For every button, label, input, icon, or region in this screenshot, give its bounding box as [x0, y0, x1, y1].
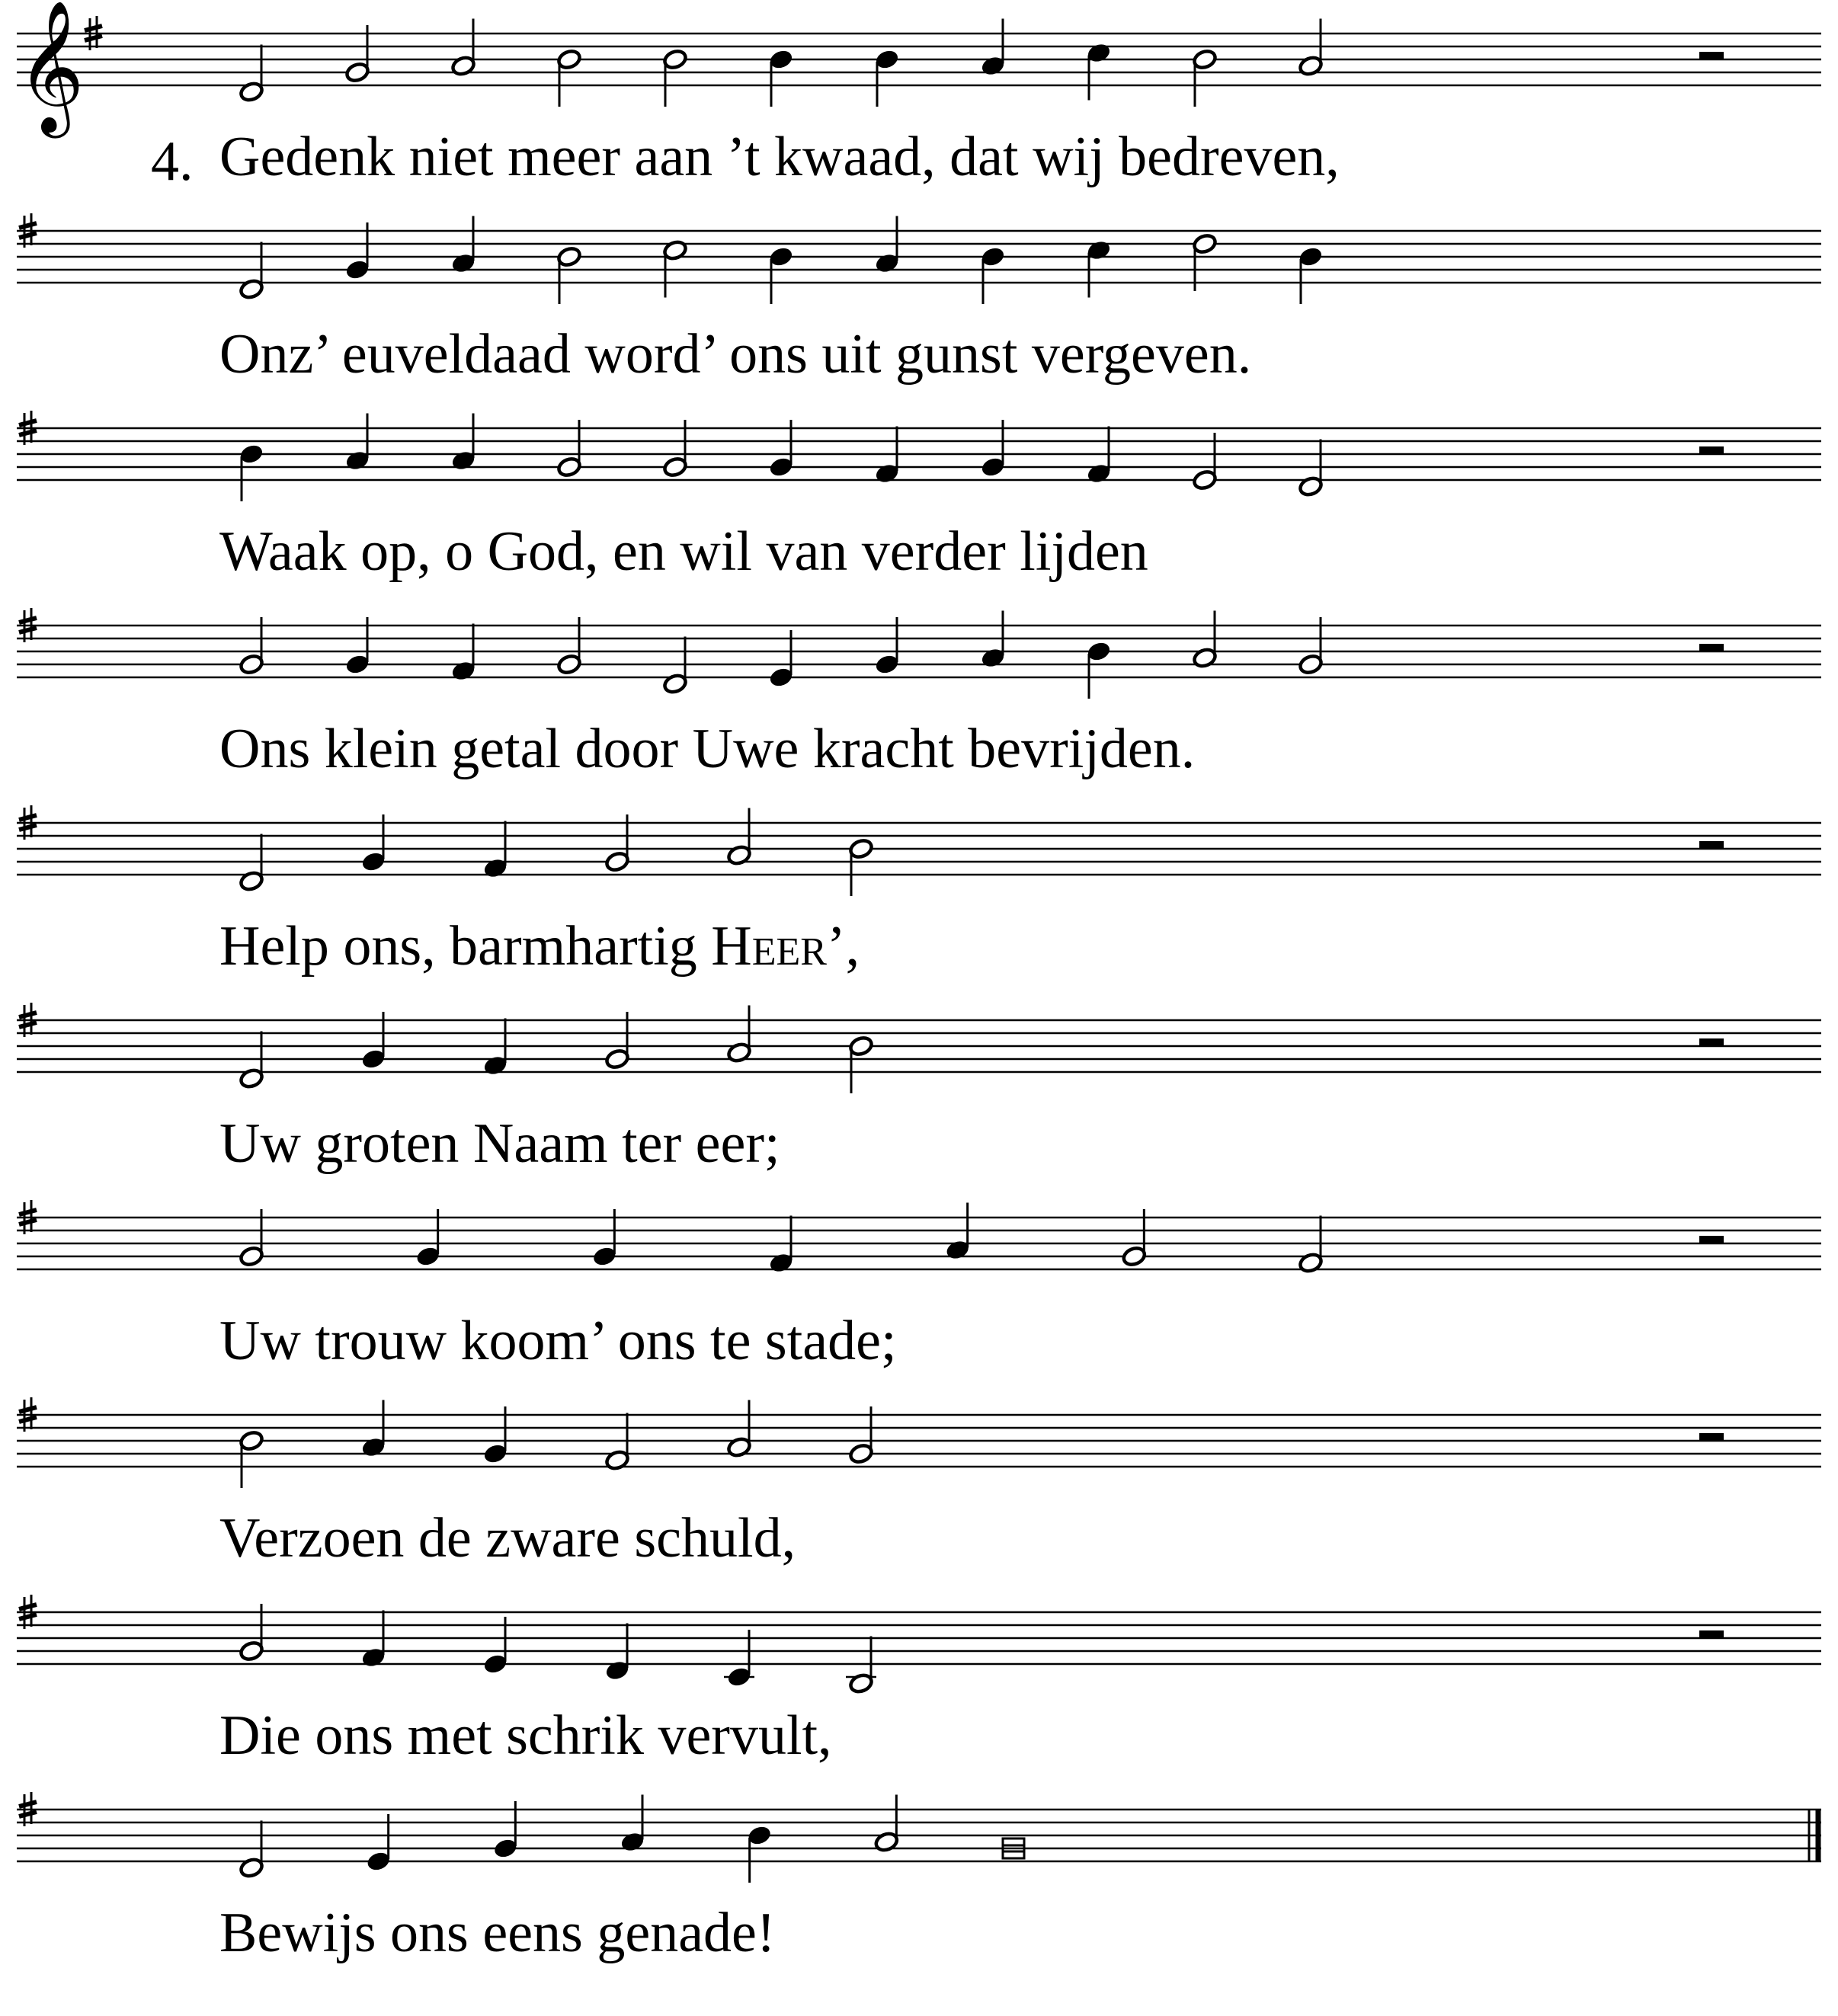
staff-10	[17, 1792, 1821, 1883]
note-F-sharp4	[768, 1216, 793, 1275]
note-B4	[239, 1429, 264, 1488]
note-D4	[239, 1821, 264, 1880]
note-B4	[1192, 48, 1217, 107]
note-F-sharp4	[1086, 427, 1111, 485]
note-F-sharp4	[874, 427, 899, 485]
note-A4	[620, 1795, 645, 1854]
note-D4	[1298, 440, 1323, 498]
note-B4	[874, 48, 899, 107]
note-D4	[239, 242, 264, 301]
note-B4	[239, 443, 264, 501]
lyric-line-6: Uw groten Naam ter eer;	[219, 1112, 780, 1175]
note-B4	[556, 48, 581, 107]
note-B4	[747, 1824, 772, 1883]
half-rest-icon	[1699, 841, 1724, 849]
note-B4	[556, 245, 581, 304]
half-rest-icon	[1699, 1433, 1724, 1441]
note-B4	[1298, 245, 1323, 304]
note-B4	[768, 48, 793, 107]
note-C5	[1086, 239, 1111, 298]
lyric-line-10: Bewijs ons eens genade!	[219, 1902, 776, 1964]
note-A4	[1192, 611, 1217, 670]
staff-2	[17, 213, 1821, 304]
lyric-line-7: Uw trouw koom’ ons te stade;	[219, 1310, 897, 1372]
lyric-line-2: Onz’ euveldaad word’ ons uit gunst vergeven.	[219, 323, 1252, 386]
note-A4	[450, 216, 476, 275]
note-A4	[344, 414, 370, 472]
note-A4	[726, 1006, 751, 1064]
staff-6	[17, 1003, 1821, 1093]
note-B4	[980, 245, 1005, 304]
note-B4	[662, 48, 687, 107]
note-A4	[1298, 19, 1323, 78]
note-D4	[604, 1624, 629, 1682]
note-C5	[1086, 42, 1111, 101]
note-B4	[1086, 640, 1111, 699]
lyric-line-3: Waak op, o God, en wil van verder lijden	[219, 520, 1148, 583]
staff-3	[17, 411, 1821, 501]
staff-1	[17, 0, 1821, 139]
half-rest-icon	[1699, 52, 1724, 59]
staff-4	[17, 608, 1821, 699]
note-A4	[360, 1400, 386, 1459]
note-B4	[848, 1035, 873, 1093]
lyric-line-4: Ons klein getal door Uwe kracht bevrijden.	[219, 718, 1196, 780]
note-A4	[450, 19, 476, 78]
note-B3	[846, 1637, 876, 1695]
note-F-sharp4	[482, 821, 508, 880]
half-rest-icon	[1699, 446, 1724, 454]
half-rest-icon	[1699, 1038, 1724, 1046]
note-F-sharp4	[604, 1413, 629, 1472]
note-A4	[945, 1203, 970, 1262]
lyric-text: ’,	[826, 915, 860, 978]
note-D4	[239, 1032, 264, 1090]
note-C5	[662, 239, 687, 298]
note-F-sharp4	[482, 1019, 508, 1077]
lyric-small-caps: Heer	[711, 915, 827, 978]
lyric-line-1: Gedenk niet meer aan ’t kwaad, dat wij bedreven,	[219, 126, 1340, 188]
note-B4	[848, 837, 873, 896]
note-D4	[239, 834, 264, 893]
note-A4	[450, 414, 476, 472]
half-rest-icon	[1699, 1630, 1724, 1638]
note-B4	[768, 245, 793, 304]
staff-8	[17, 1397, 1821, 1488]
note-F-sharp4	[450, 624, 476, 683]
note-F-sharp4	[1298, 1216, 1323, 1275]
staff-9	[17, 1595, 1821, 1694]
note-D4	[239, 45, 264, 104]
note-A4	[980, 611, 1005, 670]
note-A4	[726, 1400, 751, 1459]
note-F-sharp4	[360, 1611, 386, 1669]
verse-number: 4.	[151, 130, 194, 193]
lyric-line-9: Die ons met schrik vervult,	[219, 1704, 832, 1767]
note-A4	[874, 1795, 899, 1854]
note-D4	[662, 637, 687, 696]
staff-5	[17, 805, 1821, 896]
lyric-text: Help ons, barmhartig	[219, 915, 712, 978]
lyric-line-8: Verzoen de zware schuld,	[219, 1507, 796, 1570]
half-rest-icon	[1699, 1236, 1724, 1243]
staff-7	[17, 1200, 1821, 1274]
half-rest-icon	[1699, 644, 1724, 651]
note-A4	[874, 216, 899, 275]
treble-clef-icon: 𝄞	[17, 0, 85, 133]
note-A4	[726, 808, 751, 867]
note-A4	[980, 19, 1005, 78]
lyric-line-5	[219, 915, 860, 978]
